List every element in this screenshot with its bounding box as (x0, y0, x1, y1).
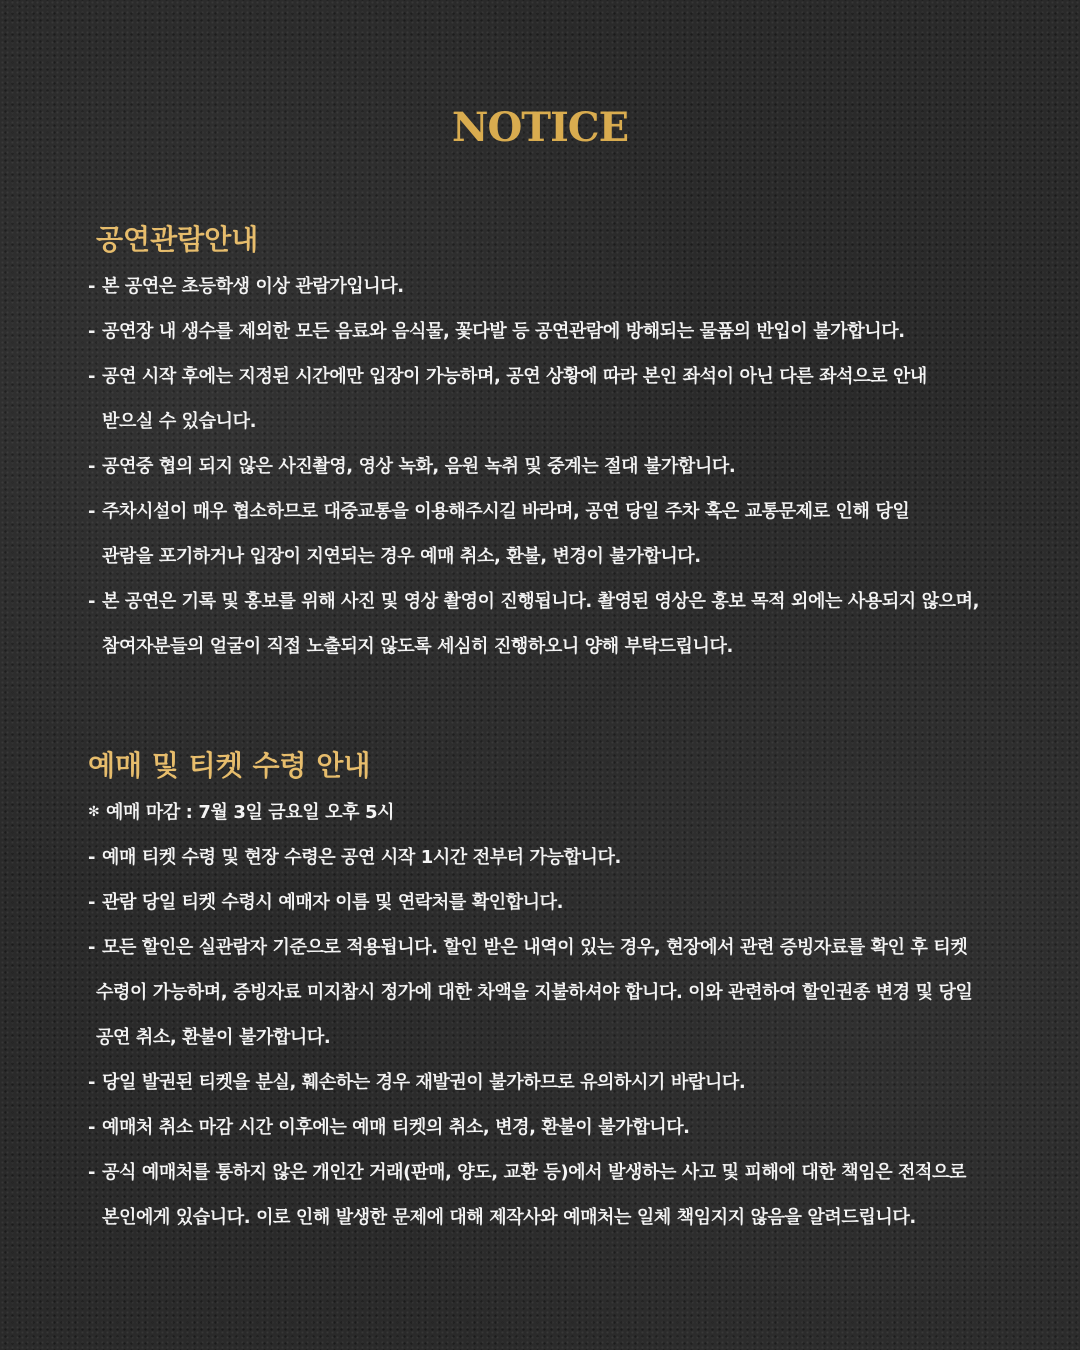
list-item (0, 835, 1080, 880)
asterisk-icon: ✻ (88, 804, 100, 820)
list-item (0, 579, 1080, 669)
list-item (0, 264, 1080, 309)
item-text-continued: 공연 취소, 환불이 불가합니다. (96, 1027, 331, 1048)
bullet-dash: - (88, 1072, 96, 1093)
item-text: 본 공연은 초등학생 이상 관람가입니다. (102, 276, 404, 297)
bullet-dash: - (88, 591, 96, 612)
item-text: 본 공연은 기록 및 홍보를 위해 사진 및 영상 촬영이 진행됩니다. 촬영된 영상은 홍보 목적 외에는 사용되지 않으며, (102, 591, 980, 612)
item-text: 관람 당일 티켓 수령시 예매자 이름 및 연락처를 확인합니다. (102, 892, 564, 913)
bullet-dash: - (88, 501, 96, 522)
bullet-dash: - (88, 321, 96, 342)
bullet-dash: - (88, 937, 96, 958)
item-text: 예매처 취소 마감 시간 이후에는 예매 티켓의 취소, 변경, 환불이 불가합니다. (102, 1117, 690, 1138)
page-title: NOTICE (451, 104, 629, 151)
notice-list (0, 790, 1080, 1240)
list-item (0, 925, 1080, 1060)
notice-list (0, 264, 1080, 669)
section-heading: 공연관람안내 (96, 223, 259, 256)
bullet-dash: - (88, 1117, 96, 1138)
item-text: 공식 예매처를 통하지 않은 개인간 거래(판매, 양도, 교환 등)에서 발생하는 사고 및 피해에 대한 책임은 전적으로 (102, 1162, 966, 1183)
item-text: 주차시설이 매우 협소하므로 대중교통을 이용해주시길 바라며, 공연 당일 주차 혹은 교통문제로 인해 당일 (102, 501, 910, 522)
item-text: 당일 발권된 티켓을 분실, 훼손하는 경우 재발권이 불가하므로 유의하시기 바랍니다. (102, 1072, 746, 1093)
item-text-continued: 관람을 포기하거나 입장이 지연되는 경우 예매 취소, 환불, 변경이 불가합니다. (102, 546, 701, 567)
list-item (0, 489, 1080, 579)
bullet-dash: - (88, 847, 96, 868)
item-text-continued: 참여자분들의 얼굴이 직접 노출되지 않도록 세심히 진행하오니 양해 부탁드립니다. (102, 636, 733, 657)
item-text: 예매 티켓 수령 및 현장 수령은 공연 시작 1시간 전부터 가능합니다. (102, 847, 621, 868)
list-item (0, 444, 1080, 489)
item-text: 공연중 협의 되지 않은 사진촬영, 영상 녹화, 음원 녹취 및 중계는 절대 불가합니다. (102, 456, 736, 477)
item-text: 공연장 내 생수를 제외한 모든 음료와 음식물, 꽃다발 등 공연관람에 방해되는 물품의 반입이 불가합니다. (102, 321, 905, 342)
bullet-dash: - (88, 276, 96, 297)
section-viewing-guide (0, 220, 1080, 669)
item-text-continued: 본인에게 있습니다. 이로 인해 발생한 문제에 대해 제작사와 예매처는 일체 책임지지 않음을 알려드립니다. (102, 1207, 916, 1228)
deadline-text: 예매 마감 : 7월 3일 금요일 오후 5시 (106, 802, 395, 823)
item-text-continued: 받으실 수 있습니다. (102, 411, 257, 432)
item-text: 모든 할인은 실관람자 기준으로 적용됩니다. 할인 받은 내역이 있는 경우, 현장에서 관련 증빙자료를 확인 후 티켓 (102, 937, 968, 958)
list-item (0, 880, 1080, 925)
list-item (0, 1150, 1080, 1240)
deadline-item (0, 790, 1080, 835)
bullet-dash: - (88, 892, 96, 913)
list-item (0, 1060, 1080, 1105)
list-item (0, 309, 1080, 354)
list-item (0, 354, 1080, 444)
bullet-dash: - (88, 456, 96, 477)
item-text: 공연 시작 후에는 지정된 시간에만 입장이 가능하며, 공연 상황에 따라 본인 좌석이 아닌 다른 좌석으로 안내 (102, 366, 927, 387)
item-text-continued: 수령이 가능하며, 증빙자료 미지참시 정가에 대한 차액을 지불하셔야 합니다. 이와 관련하여 할인권종 변경 및 당일 (96, 982, 973, 1003)
list-item (0, 1105, 1080, 1150)
section-ticket-guide (0, 746, 1080, 1240)
bullet-dash: - (88, 1162, 96, 1183)
bullet-dash: - (88, 366, 96, 387)
section-heading: 예매 및 티켓 수령 안내 (88, 749, 371, 782)
